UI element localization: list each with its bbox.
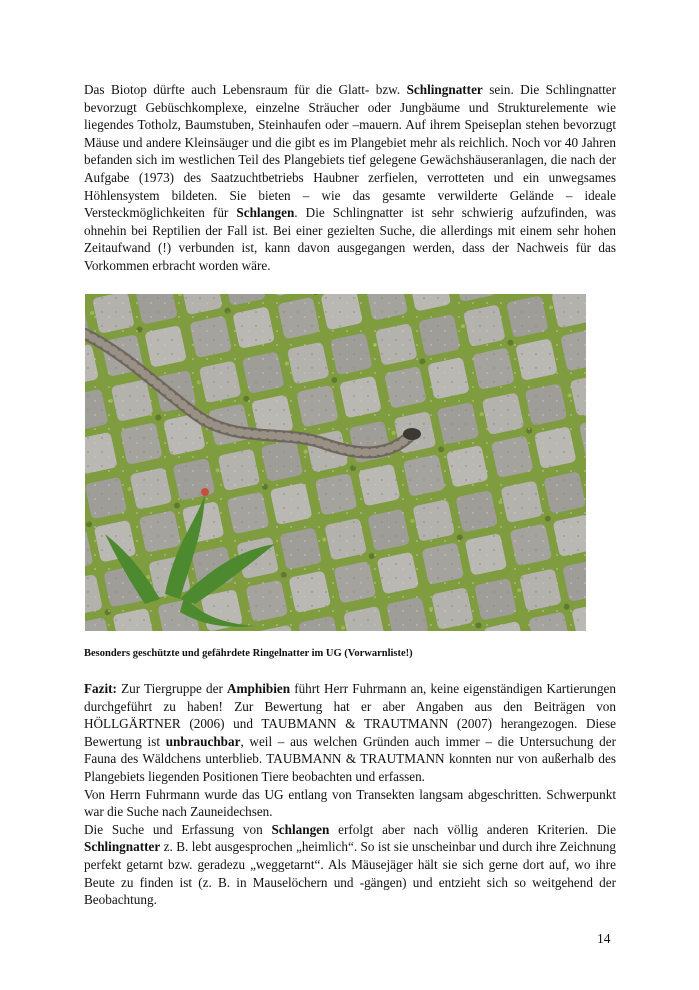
snake-photo <box>85 294 586 631</box>
transekten-block: Von Herrn Fuhrmann wurde das UG entlang von Transekten langsam abgeschritten. Schwerpunkt war die Suche nach Zauneidechsen. <box>84 786 616 820</box>
paragraph-fazit <box>84 680 616 909</box>
text-run: z. B. lebt ausgesprochen „heimlich“. So ist sie unscheinbar und durch ihre Zeichnung perfekt getarnt bzw. geradezu „weggetarnt“. Als Mäusejäger hält sie sich gerne dort auf, wo ihre Beute zu finden ist (z. B. in Mauselöchern und -gängen) und entzieht sich so weitgehend der Beobachtung. <box>84 839 616 908</box>
text-run: führt Herr Fuhrmann an, keine eigenständigen Kartierungen durchgeführt zu haben! Zur Bewertung hat er aber Angaben aus den Beiträgen von HÖLLGÄRTNER (2006) und TAUBMANN & TRAUTMANN (2007) herangezogen. Diese Bewertung ist <box>84 681 616 749</box>
snake-on-cobblestones-icon <box>85 294 586 631</box>
text-run: , weil – aus welchen Gründen auch immer – die Untersuchung der Fauna des Wäldchens unterblieb. TAUBMANN & TRAUTMANN konnten nur von außerhalb des Plangebiets liegenden Positionen Tiere beobachten und erfassen. <box>84 733 617 784</box>
bold-term-schlingnatter: Schlingnatter <box>84 839 161 855</box>
text-run: . Die Schlingnatter ist sehr schwierig aufzufinden, was ohnehin bei Reptilien der Fall ist. Bei einer gezielten Suche, die allerdings mit einem sehr hohen Zeitaufwand (!) verbunden ist, kann davon ausgegangen werden, dass der Nachweis für das Vorkommen erbracht worden wäre. <box>84 205 616 273</box>
bold-term-amphibien: Amphibien <box>227 681 291 696</box>
fazit-block <box>84 680 616 786</box>
text-run: erfolgt aber nach völlig anderen Kriterien. Die <box>329 821 616 837</box>
bold-term-unbrauchbar: unbrauchbar <box>165 733 241 749</box>
fazit-label: Fazit: <box>84 681 117 696</box>
bold-term-schlangen: Schlangen <box>271 821 330 837</box>
figure-caption: Besonders geschützte und gefährdete Ringelnatter im UG (Vorwarnliste!) <box>84 648 413 659</box>
schlangen-suche-block <box>84 821 616 909</box>
paragraph-schlingnatter-biotop <box>84 81 616 275</box>
bold-term-schlingnatter: Schlingnatter <box>406 82 483 97</box>
text-run: Das Biotop dürfte auch Lebensraum für die Glatt- bzw. <box>84 82 407 97</box>
text-run: sein. Die Schlingnatter bevorzugt Gebüschkomplexe, einzelne Sträucher oder Jungbäume und Strukturelemente wie liegendes Totholz, Baumstuben, Steinhaufen oder –mauern. Auf ihrem Speiseplan stehen bevorzugt Mäuse und andere Kleinsäuger und die gibt es im Plangebiet mehr als reichlich. Noch vor 40 Jahren befanden sich im westlichen Teil des Plangebiets tief gelegene Gewächshäuseranlagen, die nach der Aufgabe (1973) des Saatzuchtbetriebs Haubner zerfielen, verrotteten und ein unwegsames Höhlensystem bildeten. Sie bieten – wie das gesamte verwilderte Gelände – ideale Versteckmöglichkeiten für <box>84 82 616 221</box>
text-run: Zur Tiergruppe der <box>116 681 228 696</box>
text-run: Die Suche und Erfassung von <box>84 821 272 837</box>
page-number: 14 <box>597 931 611 946</box>
bold-term-schlangen: Schlangen <box>236 205 295 221</box>
